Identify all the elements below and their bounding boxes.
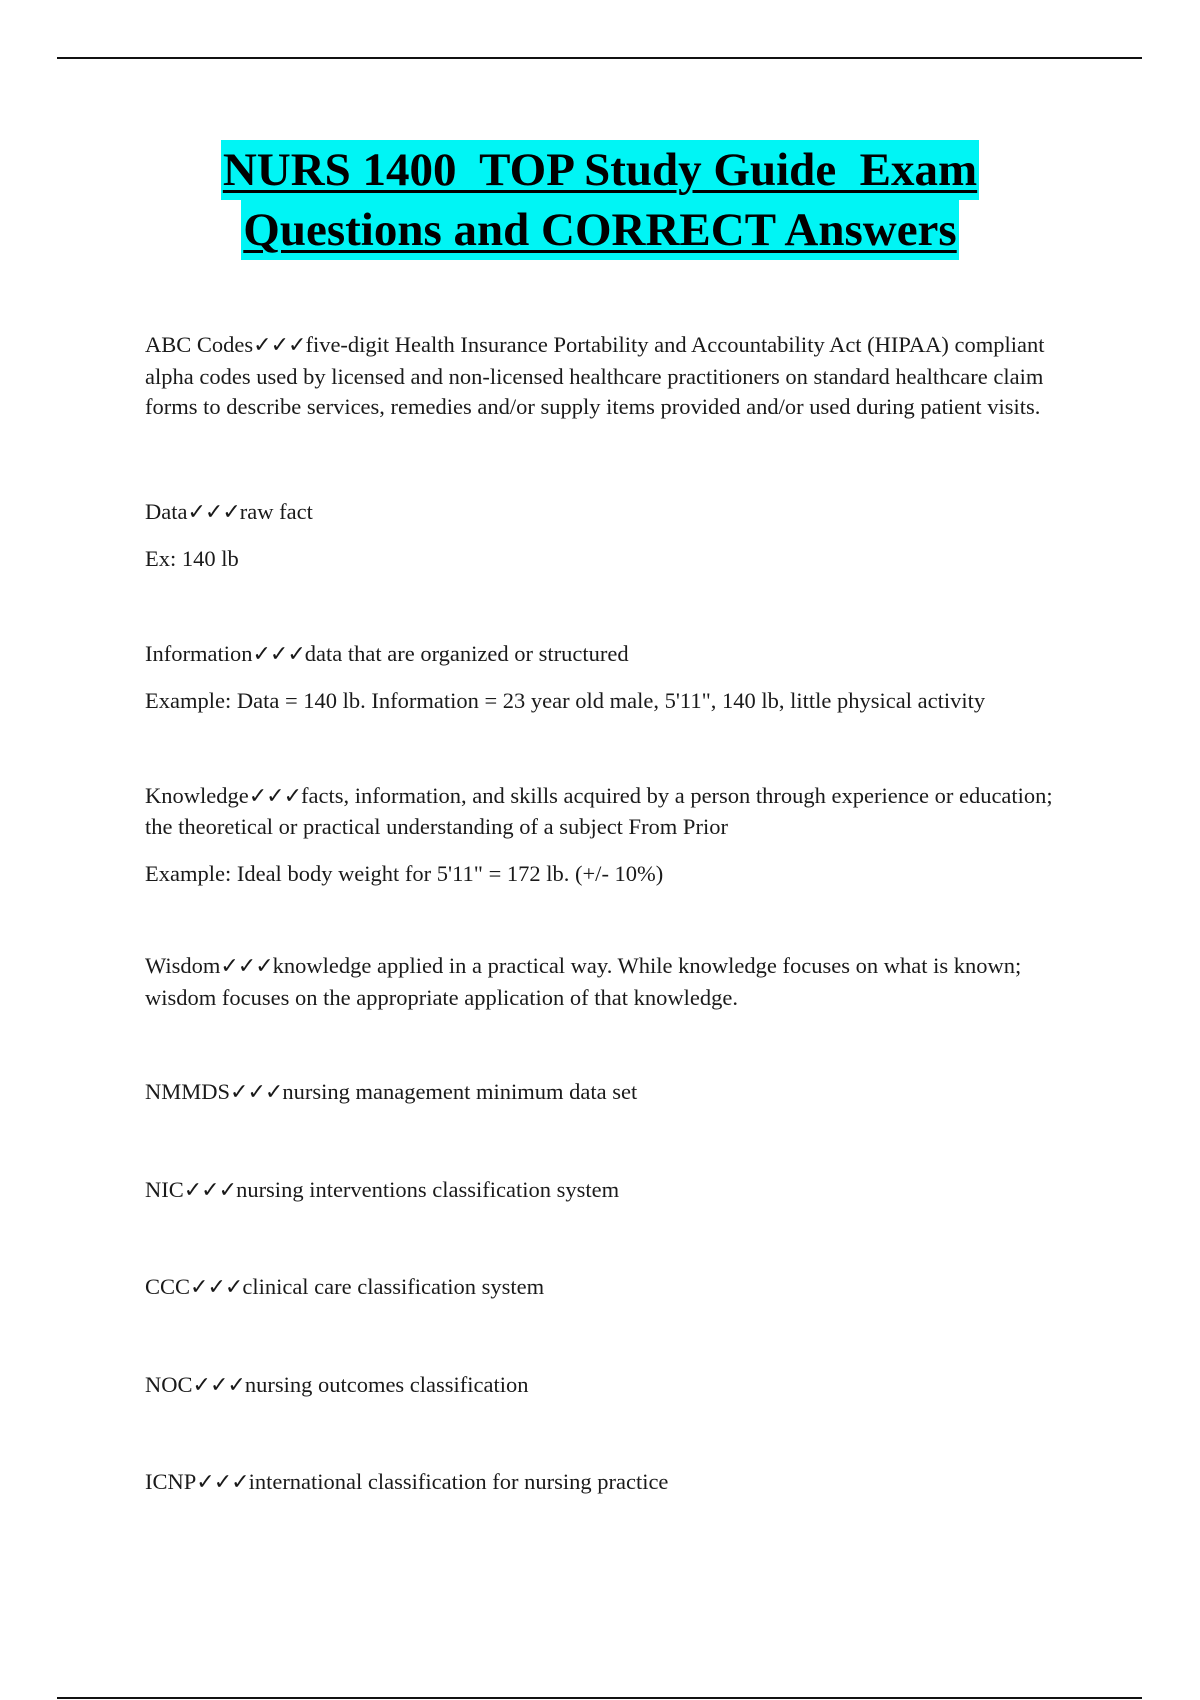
bottom-rule (57, 1697, 1142, 1699)
entry-example: Example: Data = 140 lb. Information = 23 year old male, 5'11", 140 lb, little physical activity (145, 688, 986, 713)
entry-term: ICNP (145, 1469, 197, 1494)
entry-term: Wisdom (145, 953, 221, 978)
entry-wisdom (145, 951, 1075, 1013)
entry-term: NIC (145, 1176, 184, 1202)
check-marks-icon: ✓✓✓ (248, 783, 302, 809)
entry-example: Ex: 140 lb (145, 546, 239, 571)
entry-abc-codes (145, 330, 1075, 423)
document-title (0, 140, 1200, 260)
entry-definition-line (145, 951, 1075, 1013)
entry-definition: five-digit Health Insurance Portability and Accountability Act (HIPAA) compliant alpha codes used by licensed and non-licensed healthcare practitioners on standard healthcare claim forms to describe services, remedies and/or supply items provided and/or used during patient visits. (145, 332, 1045, 419)
entry-data (145, 497, 1075, 575)
entry-information (145, 639, 1075, 717)
check-marks-icon: ✓✓✓ (190, 1275, 243, 1300)
entry-definition: raw fact (239, 498, 313, 524)
entry-ccc (145, 1272, 1075, 1304)
entry-definition: nursing interventions classification system (236, 1176, 620, 1202)
entry-definition: data that are organized or structured (304, 640, 629, 666)
entry-definition-line (145, 330, 1075, 423)
entry-nmmds (145, 1077, 1075, 1109)
entry-definition-line (145, 1175, 1075, 1207)
entry-definition-line (145, 1272, 1075, 1304)
entry-definition-line (145, 1467, 1075, 1499)
entry-noc (145, 1370, 1075, 1402)
check-marks-icon: ✓✓✓ (196, 1470, 249, 1495)
entry-definition-line (145, 1077, 1075, 1109)
entry-term: Knowledge (145, 782, 249, 808)
entry-term: NMMDS (145, 1079, 231, 1104)
entry-definition: nursing management minimum data set (282, 1079, 638, 1104)
entry-term: CCC (145, 1274, 191, 1299)
entry-term: NOC (145, 1371, 193, 1397)
check-marks-icon: ✓✓✓ (187, 499, 240, 525)
entry-definition: nursing outcomes classification (244, 1371, 529, 1397)
entry-term: ABC Codes (145, 332, 254, 357)
check-marks-icon: ✓✓✓ (192, 1372, 245, 1398)
entry-term: Information (145, 640, 253, 666)
title-line-1: NURS 1400 TOP Study Guide Exam (221, 140, 979, 200)
check-marks-icon: ✓✓✓ (230, 1080, 283, 1105)
entry-definition: knowledge applied in a practical way. While knowledge focuses on what is known; wisdom focuses on the appropriate application of that knowledge. (145, 953, 1022, 1010)
entry-definition: international classification for nursing practice (248, 1469, 669, 1494)
study-guide-content (145, 330, 1075, 1499)
entry-knowledge (145, 781, 1075, 890)
check-marks-icon: ✓✓✓ (252, 641, 305, 667)
entry-definition-line (145, 1370, 1075, 1402)
entry-term: Data (145, 498, 188, 524)
entry-nic (145, 1175, 1075, 1207)
entry-example: Example: Ideal body weight for 5'11" = 172 lb. (+/- 10%) (145, 860, 664, 886)
entry-icnp (145, 1467, 1075, 1499)
entry-definition-line (145, 497, 1075, 529)
top-rule (57, 57, 1142, 59)
entry-definition: facts, information, and skills acquired by a person through experience or education; the theoretical or practical understanding of a subject From Prior (145, 782, 1053, 839)
check-marks-icon: ✓✓✓ (220, 954, 273, 979)
entry-definition-line (145, 781, 1075, 843)
check-marks-icon: ✓✓✓ (183, 1177, 237, 1203)
entry-definition-line (145, 639, 1075, 671)
entry-definition: clinical care classification system (242, 1274, 545, 1299)
check-marks-icon: ✓✓✓ (253, 333, 306, 358)
title-line-2: Questions and CORRECT Answers (241, 200, 958, 260)
